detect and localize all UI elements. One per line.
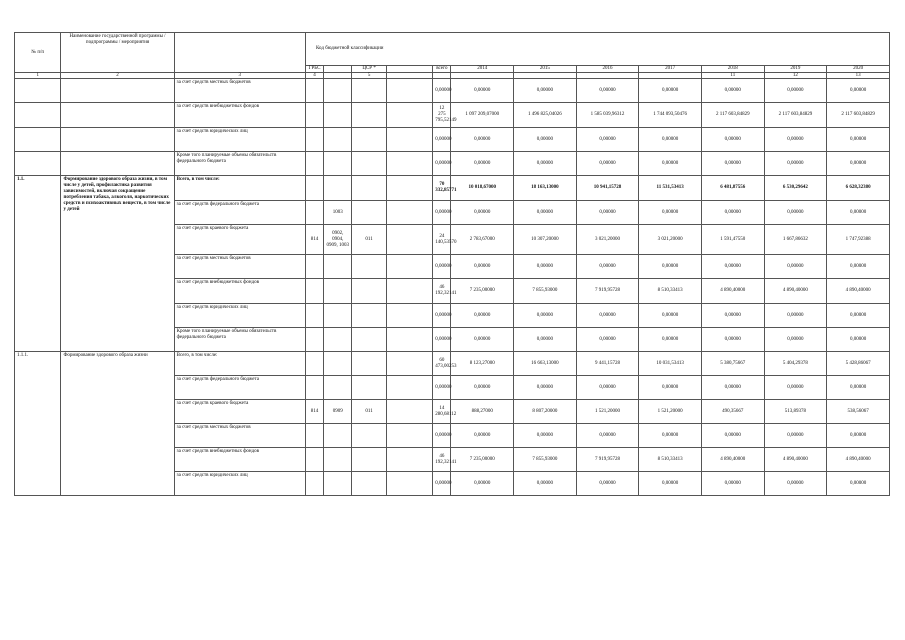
amount-cell: 46 192,32141 [433, 279, 451, 304]
program-name [61, 152, 174, 176]
amount-cell: 0,00000 [764, 424, 827, 448]
amount-cell: 12 275 795,52149 [433, 103, 451, 128]
funding-source: за счет средств юридических лиц [174, 128, 305, 152]
table-row [15, 103, 890, 128]
csr-code [352, 79, 386, 103]
amount-cell: 513,89378 [764, 400, 827, 424]
amount-cell: 0,00000 [576, 304, 639, 328]
amount-cell: 0,00000 [433, 128, 451, 152]
amount-cell: 0,00000 [701, 304, 764, 328]
amount-cell: 0,00000 [827, 79, 890, 103]
amount-cell: 0,00000 [451, 376, 514, 400]
csr-code [352, 152, 386, 176]
vr-code [386, 176, 432, 201]
amount-cell: 7 235,00000 [451, 279, 514, 304]
amount-cell: 7 855,93000 [514, 279, 577, 304]
amount-cell: 0,00000 [433, 79, 451, 103]
amount-cell: 0,00000 [514, 376, 577, 400]
grbs-code [305, 328, 323, 352]
vr-code [386, 304, 432, 328]
amount-cell: 8 510,33413 [639, 279, 702, 304]
vr-code [386, 376, 432, 400]
amount-cell: 0,00000 [576, 201, 639, 225]
amount-cell: 0,00000 [764, 255, 827, 279]
amount-cell: 0,00000 [514, 128, 577, 152]
header-year-2016: 2016 [576, 66, 639, 73]
amount-cell: 0,00000 [514, 304, 577, 328]
vr-code [386, 328, 432, 352]
header-grbs: ГРБС [305, 66, 323, 73]
amount-cell: 0,00000 [764, 201, 827, 225]
funding-source: Кроме того планируемые объемы обязательств федерального бюджета [174, 152, 305, 176]
amount-cell: 0,00000 [433, 304, 451, 328]
amount-cell: 7 235,00000 [451, 448, 514, 472]
header-program-name: Наименование государственной программы / подпрограммы / мероприятия [61, 33, 174, 73]
rzpr-code [324, 176, 352, 201]
amount-cell: 0,00000 [827, 128, 890, 152]
amount-cell: 0,00000 [827, 424, 890, 448]
amount-cell: 0,00000 [451, 424, 514, 448]
amount-cell: 0,00000 [576, 472, 639, 496]
budget-table [14, 32, 890, 496]
grbs-code [305, 152, 323, 176]
amount-cell: 0,00000 [701, 424, 764, 448]
amount-cell: 1 591,47550 [701, 225, 764, 255]
amount-cell: 1 747,92388 [827, 225, 890, 255]
funding-source: Всего, в том числе: [174, 352, 305, 376]
row-number [15, 152, 61, 176]
vr-code [386, 79, 432, 103]
amount-cell: 0,00000 [639, 152, 702, 176]
amount-cell: 0,00000 [639, 328, 702, 352]
amount-cell: 10 941,15728 [576, 176, 639, 201]
amount-cell: 0,00000 [433, 424, 451, 448]
header-csr: ЦСР * [352, 66, 386, 73]
amount-cell: 0,00000 [701, 255, 764, 279]
amount-cell: 0,00000 [639, 304, 702, 328]
vr-code [386, 448, 432, 472]
funding-source: за счет средств федерального бюджета [174, 376, 305, 400]
amount-cell: 0,00000 [433, 152, 451, 176]
amount-cell: 60 473,00253 [433, 352, 451, 376]
funding-source: за счет средств внебюджетных фондов [174, 279, 305, 304]
amount-cell: 2 783,67000 [451, 225, 514, 255]
amount-cell: 0,00000 [514, 255, 577, 279]
amount-cell: 0,00000 [701, 201, 764, 225]
amount-cell: 0,00000 [639, 472, 702, 496]
amount-cell: 0,00000 [827, 201, 890, 225]
header-funding-source [174, 33, 305, 73]
amount-cell: 0,00000 [514, 201, 577, 225]
program-name [61, 79, 174, 103]
amount-cell: 1 521,20000 [639, 400, 702, 424]
amount-cell: 4 890,40000 [764, 448, 827, 472]
table-row [15, 176, 890, 201]
rzpr-code [324, 79, 352, 103]
amount-cell: 0,00000 [827, 304, 890, 328]
rzpr-code [324, 152, 352, 176]
amount-cell: 2 117 603,84829 [701, 103, 764, 128]
amount-cell: 0,00000 [576, 79, 639, 103]
amount-cell: 0,00000 [433, 201, 451, 225]
funding-source: за счет средств местных бюджетов [174, 79, 305, 103]
amount-cell: 8 123,27000 [451, 352, 514, 376]
rzpr-code [324, 472, 352, 496]
row-number [15, 79, 61, 103]
amount-cell: 0,00000 [639, 201, 702, 225]
grbs-code [305, 304, 323, 328]
header-row-main [15, 33, 890, 66]
header-number: № п/п [15, 33, 61, 73]
funding-source: за счет средств федерального бюджета [174, 201, 305, 225]
amount-cell: 0,00000 [827, 328, 890, 352]
rzpr-code [324, 376, 352, 400]
amount-cell: 70 332,85771 [433, 176, 451, 201]
amount-cell: 0,00000 [576, 328, 639, 352]
amount-cell: 0,00000 [514, 472, 577, 496]
amount-cell: 888,27000 [451, 400, 514, 424]
csr-code [352, 103, 386, 128]
budget-table-sheet [14, 32, 890, 496]
amount-cell: 0,00000 [764, 328, 827, 352]
amount-cell: 0,00000 [433, 472, 451, 496]
amount-cell: 0,00000 [701, 328, 764, 352]
amount-cell: 18 163,13000 [514, 176, 577, 201]
amount-cell: 0,00000 [576, 128, 639, 152]
rzpr-code [324, 128, 352, 152]
csr-code [352, 352, 386, 376]
amount-cell: 0,00000 [701, 376, 764, 400]
amount-cell: 0,00000 [576, 255, 639, 279]
amount-cell: 1 744 093,50476 [639, 103, 702, 128]
rzpr-code [324, 352, 352, 376]
amount-cell: 0,00000 [451, 472, 514, 496]
amount-cell: 0,00000 [514, 328, 577, 352]
csr-code [352, 328, 386, 352]
amount-cell: 0,00000 [827, 152, 890, 176]
amount-cell: 6 628,32380 [827, 176, 890, 201]
table-row [15, 128, 890, 152]
csr-code [352, 176, 386, 201]
header-rzpr [324, 66, 352, 73]
row-number: 1.1. [15, 176, 61, 352]
grbs-code: 814 [305, 400, 323, 424]
column-number: 4 [305, 73, 323, 79]
amount-cell: 490,35667 [701, 400, 764, 424]
amount-cell: 8 807,20000 [514, 400, 577, 424]
amount-cell: 0,00000 [701, 128, 764, 152]
amount-cell: 0,00000 [764, 376, 827, 400]
amount-cell: 16 663,13000 [514, 352, 577, 376]
grbs-code [305, 279, 323, 304]
grbs-code [305, 128, 323, 152]
amount-cell: 1 585 039,96312 [576, 103, 639, 128]
header-year-2017: 2017 [639, 66, 702, 73]
vr-code [386, 352, 432, 376]
funding-source: за счет средств внебюджетных фондов [174, 103, 305, 128]
amount-cell: 0,00000 [576, 424, 639, 448]
amount-cell: 0,00000 [451, 201, 514, 225]
amount-cell: 0,00000 [433, 328, 451, 352]
amount-cell: 6 530,29642 [764, 176, 827, 201]
amount-cell: 6 481,87556 [701, 176, 764, 201]
amount-cell: 46 192,32141 [433, 448, 451, 472]
csr-code: 011 [352, 400, 386, 424]
csr-code [352, 201, 386, 225]
grbs-code [305, 424, 323, 448]
csr-code [352, 128, 386, 152]
vr-code [386, 225, 432, 255]
csr-code [352, 279, 386, 304]
csr-code [352, 424, 386, 448]
row-number [15, 128, 61, 152]
rzpr-code: 1003 [324, 201, 352, 225]
row-number [15, 103, 61, 128]
amount-cell: 7 855,93000 [514, 448, 577, 472]
amount-cell: 24 140,53570 [433, 225, 451, 255]
funding-source: за счет средств юридических лиц [174, 304, 305, 328]
grbs-code [305, 472, 323, 496]
header-year-total: всего [433, 66, 451, 73]
amount-cell: 5 380,75667 [701, 352, 764, 376]
grbs-code [305, 103, 323, 128]
vr-code [386, 103, 432, 128]
funding-source: за счет средств краевого бюджета [174, 225, 305, 255]
amount-cell: 9 441,15728 [576, 352, 639, 376]
vr-code [386, 152, 432, 176]
amount-cell: 14 280,68112 [433, 400, 451, 424]
amount-cell: 1 521,20000 [576, 400, 639, 424]
amount-cell: 538,56067 [827, 400, 890, 424]
funding-source: Кроме того планируемые объемы обязательств федерального бюджета [174, 328, 305, 352]
table-row [15, 79, 890, 103]
rzpr-code [324, 328, 352, 352]
header-year-2019: 2019 [764, 66, 827, 73]
amount-cell: 0,00000 [827, 376, 890, 400]
amount-cell: 0,00000 [433, 376, 451, 400]
amount-cell: 2 117 603,84829 [827, 103, 890, 128]
amount-cell: 0,00000 [639, 424, 702, 448]
grbs-code [305, 376, 323, 400]
csr-code [352, 472, 386, 496]
amount-cell: 10 307,20000 [514, 225, 577, 255]
column-number: 13 [827, 73, 890, 79]
amount-cell: 3 021,20000 [639, 225, 702, 255]
vr-code [386, 279, 432, 304]
amount-cell: 7 919,95728 [576, 448, 639, 472]
grbs-code [305, 448, 323, 472]
amount-cell: 0,00000 [639, 255, 702, 279]
column-number: 2 [61, 73, 174, 79]
vr-code [386, 255, 432, 279]
amount-cell: 10 018,67000 [451, 176, 514, 201]
funding-source: за счет средств краевого бюджета [174, 400, 305, 424]
rzpr-code: 0909 [324, 400, 352, 424]
funding-source: за счет средств местных бюджетов [174, 255, 305, 279]
rzpr-code [324, 304, 352, 328]
amount-cell: 0,00000 [827, 472, 890, 496]
amount-cell: 0,00000 [701, 472, 764, 496]
column-number: 12 [764, 73, 827, 79]
program-name [61, 103, 174, 128]
csr-code [352, 255, 386, 279]
vr-code [386, 400, 432, 424]
amount-cell: 0,00000 [764, 152, 827, 176]
rzpr-code [324, 448, 352, 472]
grbs-code [305, 176, 323, 201]
funding-source: за счет средств юридических лиц [174, 472, 305, 496]
amount-cell: 0,00000 [827, 255, 890, 279]
program-name: Формирование здорового образа жизни [61, 352, 174, 496]
amount-cell: 3 021,20000 [576, 225, 639, 255]
vr-code [386, 201, 432, 225]
csr-code [352, 304, 386, 328]
amount-cell: 0,00000 [576, 152, 639, 176]
amount-cell: 0,00000 [639, 128, 702, 152]
table-row [15, 352, 890, 376]
amount-cell: 0,00000 [639, 376, 702, 400]
header-budget-code: Код бюджетной классификации [305, 33, 889, 66]
csr-code [352, 448, 386, 472]
vr-code [386, 424, 432, 448]
amount-cell: 4 890,40000 [827, 448, 890, 472]
amount-cell: 5 404,29378 [764, 352, 827, 376]
funding-source: Всего, в том числе: [174, 176, 305, 201]
amount-cell: 0,00000 [451, 152, 514, 176]
csr-code [352, 376, 386, 400]
program-name [61, 128, 174, 152]
amount-cell: 0,00000 [764, 79, 827, 103]
rzpr-code: 0902, 0904, 0909, 1003 [324, 225, 352, 255]
vr-code [386, 128, 432, 152]
amount-cell: 4 890,40000 [701, 279, 764, 304]
amount-cell: 0,00000 [639, 79, 702, 103]
vr-code [386, 472, 432, 496]
amount-cell: 8 510,33413 [639, 448, 702, 472]
amount-cell: 0,00000 [764, 128, 827, 152]
amount-cell: 0,00000 [451, 255, 514, 279]
amount-cell: 4 890,40000 [701, 448, 764, 472]
column-number: 5 [352, 73, 386, 79]
grbs-code: 814 [305, 225, 323, 255]
amount-cell: 1 496 825,04026 [514, 103, 577, 128]
rzpr-code [324, 255, 352, 279]
funding-source: за счет средств внебюджетных фондов [174, 448, 305, 472]
grbs-code [305, 352, 323, 376]
csr-code: 011 [352, 225, 386, 255]
amount-cell: 0,00000 [514, 79, 577, 103]
header-vr [386, 66, 432, 73]
amount-cell: 0,00000 [701, 152, 764, 176]
amount-cell: 0,00000 [433, 255, 451, 279]
row-number: 1.1.1. [15, 352, 61, 496]
amount-cell: 0,00000 [451, 79, 514, 103]
amount-cell: 0,00000 [514, 152, 577, 176]
grbs-code [305, 255, 323, 279]
amount-cell: 0,00000 [451, 128, 514, 152]
amount-cell: 1 097 209,07000 [451, 103, 514, 128]
amount-cell: 11 531,53413 [639, 176, 702, 201]
column-number: 1 [15, 73, 61, 79]
header-year-2020: 2020 [827, 66, 890, 73]
amount-cell: 4 890,40000 [764, 279, 827, 304]
grbs-code [305, 201, 323, 225]
funding-source: за счет средств местных бюджетов [174, 424, 305, 448]
amount-cell: 0,00000 [451, 328, 514, 352]
rzpr-code [324, 424, 352, 448]
amount-cell: 2 117 603,84829 [764, 103, 827, 128]
amount-cell: 0,00000 [764, 472, 827, 496]
header-year-2018: 2018 [701, 66, 764, 73]
amount-cell: 0,00000 [451, 304, 514, 328]
column-number: 3 [174, 73, 305, 79]
header-year-2014: 2014 [451, 66, 514, 73]
amount-cell: 0,00000 [701, 79, 764, 103]
rzpr-code [324, 279, 352, 304]
amount-cell: 0,00000 [764, 304, 827, 328]
grbs-code [305, 79, 323, 103]
amount-cell: 5 428,86067 [827, 352, 890, 376]
amount-cell: 1 667,86632 [764, 225, 827, 255]
amount-cell: 4 890,40000 [827, 279, 890, 304]
rzpr-code [324, 103, 352, 128]
amount-cell: 10 031,53413 [639, 352, 702, 376]
amount-cell: 7 919,95728 [576, 279, 639, 304]
header-year-2015: 2015 [514, 66, 577, 73]
program-name: Формирование здорового образа жизни, в том числе у детей, профилактика развития зависимостей, включая сокращение потребления табака, алкоголя, наркотических средств и психоактивных веществ, в том числе у детей [61, 176, 174, 352]
table-row [15, 152, 890, 176]
column-number: 11 [701, 73, 764, 79]
amount-cell: 0,00000 [514, 424, 577, 448]
amount-cell: 0,00000 [576, 376, 639, 400]
